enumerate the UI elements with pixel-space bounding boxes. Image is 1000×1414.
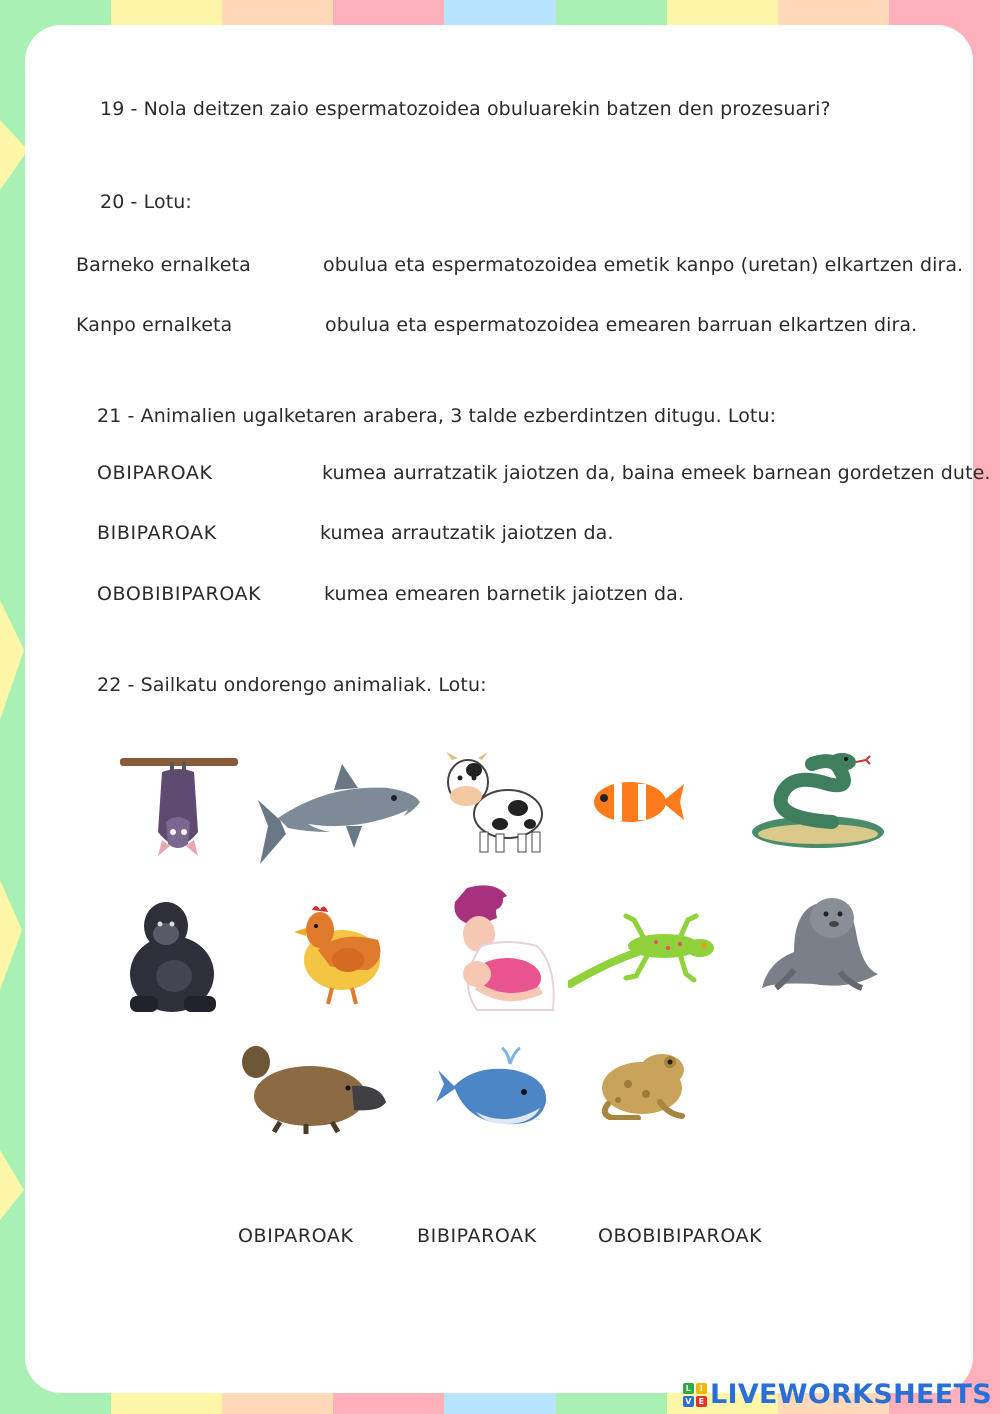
snake-image[interactable] bbox=[742, 748, 886, 852]
frog-image[interactable] bbox=[598, 1044, 692, 1120]
q21-left-3[interactable]: OBOBIBIPAROAK bbox=[97, 583, 262, 605]
liveworksheets-logo-icon: L I V E bbox=[683, 1383, 707, 1407]
liveworksheets-brand-text: LIVEWORKSHEETS bbox=[709, 1379, 992, 1410]
q20-left-1[interactable]: Barneko ernalketa bbox=[76, 254, 251, 276]
q20-right-2[interactable]: obulua eta espermatozoidea emearen barruan elkartzen dira. bbox=[325, 314, 918, 336]
cow-image[interactable] bbox=[444, 752, 544, 856]
question-22-title: 22 - Sailkatu ondorengo animaliak. Lotu: bbox=[97, 674, 487, 696]
q21-right-2[interactable]: kumea arrautzatik jaiotzen da. bbox=[320, 522, 614, 544]
clownfish-image[interactable] bbox=[592, 774, 684, 830]
q21-right-1[interactable]: kumea aurratzatik jaiotzen da, baina emeek barnean gordetzen dute. bbox=[322, 462, 991, 484]
platypus-image[interactable] bbox=[240, 1044, 388, 1134]
bat-image[interactable] bbox=[118, 752, 240, 862]
liveworksheets-logo[interactable] bbox=[683, 1379, 992, 1410]
lizard-image[interactable] bbox=[568, 912, 720, 988]
category-bibiparoak[interactable]: BIBIPAROAK bbox=[417, 1225, 537, 1247]
category-obiparoak[interactable]: OBIPAROAK bbox=[238, 1225, 354, 1247]
shark-image[interactable] bbox=[258, 762, 422, 866]
q20-right-1[interactable]: obulua eta espermatozoidea emetik kanpo (uretan) elkartzen dira. bbox=[323, 254, 964, 276]
whale-image[interactable] bbox=[436, 1046, 552, 1128]
category-obobibiparoak[interactable]: OBOBIBIPAROAK bbox=[598, 1225, 763, 1247]
q21-left-2[interactable]: BIBIPAROAK bbox=[97, 522, 217, 544]
q20-left-2[interactable]: Kanpo ernalketa bbox=[76, 314, 233, 336]
hen-image[interactable] bbox=[288, 900, 392, 1006]
background-top-stripes bbox=[0, 0, 1000, 26]
q21-right-3[interactable]: kumea emearen barnetik jaiotzen da. bbox=[324, 583, 684, 605]
seal-image[interactable] bbox=[754, 892, 882, 994]
gorilla-image[interactable] bbox=[120, 900, 224, 1016]
worksheet-card bbox=[25, 25, 973, 1393]
q21-left-1[interactable]: OBIPAROAK bbox=[97, 462, 213, 484]
question-21-title: 21 - Animalien ugalketaren arabera, 3 talde ezberdintzen ditugu. Lotu: bbox=[97, 405, 777, 427]
question-20-title: 20 - Lotu: bbox=[100, 191, 192, 213]
question-19: 19 - Nola deitzen zaio espermatozoidea obuluarekin batzen den prozesuari? bbox=[100, 98, 831, 120]
mother-baby-image[interactable] bbox=[437, 882, 561, 1014]
